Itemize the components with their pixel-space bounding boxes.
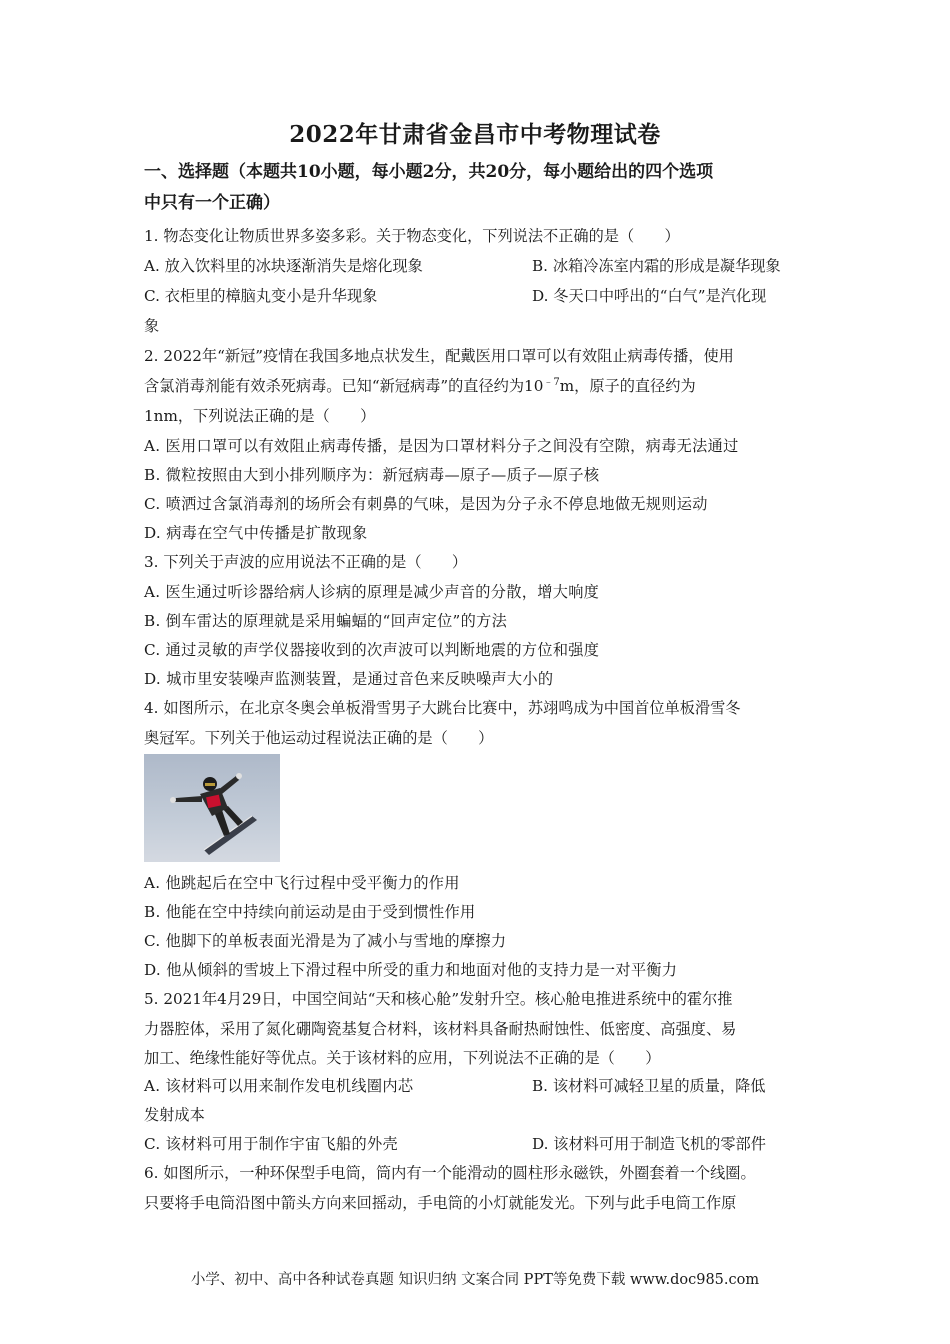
snowboarder-photo [144, 754, 280, 862]
q5-option-d: D. 该材料可用于制造飞机的零部件 [532, 1135, 766, 1153]
q3-option-d: D. 城市里安装噪声监测装置，是通过音色来反映噪声大小的 [144, 670, 554, 688]
q1-option-d-cont: 象 [144, 317, 160, 335]
q4-option-b: B. 他能在空中持续向前运动是由于受到惯性作用 [144, 903, 476, 921]
q5-option-b-cont: 发射成本 [144, 1106, 205, 1124]
q5-option-c: C. 该材料可用于制作宇宙飞船的外壳 [144, 1135, 398, 1153]
q2-stem-line2 [144, 376, 696, 396]
q1-stem: 1. 物态变化让物质世界多姿多彩。关于物态变化，下列说法不正确的是（ ） [144, 227, 680, 245]
q4-option-a: A. 他跳起后在空中飞行过程中受平衡力的作用 [144, 874, 460, 892]
q1-option-c: C. 衣柜里的樟脑丸变小是升华现象 [144, 287, 378, 305]
q4-option-d: D. 他从倾斜的雪坡上下滑过程中所受的重力和地面对他的支持力是一对平衡力 [144, 961, 678, 979]
q2-option-b: B. 微粒按照由大到小排列顺序为：新冠病毒—原子—质子—原子核 [144, 466, 600, 484]
q5-stem-line2: 力器腔体，采用了氮化硼陶瓷基复合材料，该材料具备耐热耐蚀性、低密度、高强度、易 [144, 1020, 737, 1038]
section-heading-line2: 中只有一个正确） [144, 193, 280, 213]
q2-option-a: A. 医用口罩可以有效阻止病毒传播，是因为口罩材料分子之间没有空隙，病毒无法通过 [144, 437, 739, 455]
q3-option-c: C. 通过灵敏的声学仪器接收到的次声波可以判断地震的方位和强度 [144, 641, 600, 659]
q1-option-a: A. 放入饮料里的冰块逐渐消失是熔化现象 [144, 257, 423, 275]
q2-exponent: ﹣7 [543, 377, 560, 388]
q3-option-b: B. 倒车雷达的原理就是采用蝙蝠的“回声定位”的方法 [144, 612, 508, 630]
q2-line2-pre: 含氯消毒剂能有效杀死病毒。已知“新冠病毒”的直径约为10 [144, 377, 544, 395]
q6-stem-line1: 6. 如图所示，一种环保型手电筒，筒内有一个能滑动的圆柱形永磁铁，外圈套着一个线圈。 [144, 1164, 756, 1182]
q2-line2-post: m，原子的直径约为 [559, 377, 696, 395]
q4-stem-line1: 4. 如图所示，在北京冬奥会单板滑雪男子大跳台比赛中，苏翊鸣成为中国首位单板滑雪冬 [144, 699, 741, 717]
q3-option-a: A. 医生通过听诊器给病人诊病的原理是减少声音的分散，增大响度 [144, 583, 600, 601]
q6-stem-line2: 只要将手电筒沿图中箭头方向来回摇动，手电筒的小灯就能发光。下列与此手电筒工作原 [144, 1194, 737, 1212]
q3-stem: 3. 下列关于声波的应用说法不正确的是（ ） [144, 553, 468, 571]
q5-option-a: A. 该材料可以用来制作发电机线圈内芯 [144, 1077, 414, 1095]
q5-stem-line1: 5. 2021年4月29日，中国空间站“天和核心舱”发射升空。核心舱电推进系统中的霍尔推 [144, 990, 733, 1008]
section-heading-line1: 一、选择题（本题共10小题，每小题2分，共20分，每小题给出的四个选项 [144, 162, 714, 182]
q1-option-d: D. 冬天口中呼出的“白气”是汽化现 [532, 287, 767, 305]
q2-stem-line1: 2. 2022年“新冠”疫情在我国多地点状发生，配戴医用口罩可以有效阻止病毒传播，使用 [144, 347, 734, 365]
q5-stem-line3: 加工、绝缘性能好等优点。关于该材料的应用，下列说法不正确的是（ ） [144, 1049, 661, 1067]
q5-option-b: B. 该材料可减轻卫星的质量，降低 [532, 1077, 766, 1095]
q2-stem-line3: 1nm，下列说法正确的是（ ） [144, 407, 376, 425]
q2-option-d: D. 病毒在空气中传播是扩散现象 [144, 524, 368, 542]
page-footer: 小学、初中、高中各种试卷真题 知识归纳 文案合同 PPT等免费下载 www.doc985.com [190, 1272, 760, 1288]
q1-option-b: B. 冰箱冷冻室内霜的形成是凝华现象 [532, 257, 781, 275]
q4-stem-line2: 奥冠军。下列关于他运动过程说法正确的是（ ） [144, 729, 494, 747]
page-title: 2022年甘肃省金昌市中考物理试卷 [289, 121, 661, 148]
q2-option-c: C. 喷洒过含氯消毒剂的场所会有刺鼻的气味，是因为分子永不停息地做无规则运动 [144, 495, 708, 513]
q4-option-c: C. 他脚下的单板表面光滑是为了减小与雪地的摩擦力 [144, 932, 507, 950]
